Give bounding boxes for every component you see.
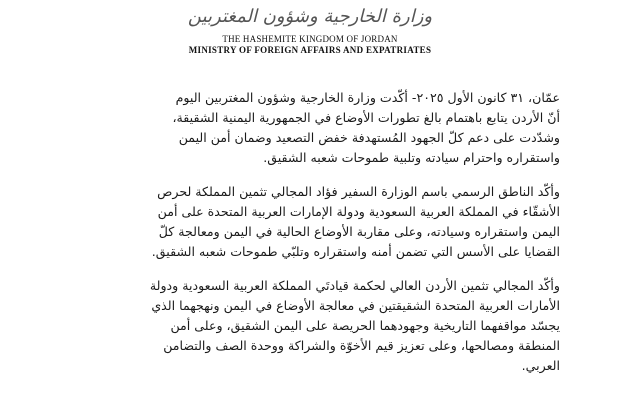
paragraph-3	[60, 276, 560, 376]
paragraph-line: العربي.	[521, 358, 560, 373]
paragraph-line: القضايا على الأسس التي تضمن أمنه واستقراره وتلبّي طموحات شعبه الشقيق.	[151, 244, 560, 259]
letterhead	[0, 0, 620, 60]
statement-body	[60, 88, 560, 390]
paragraph-line: أنّ الأردن يتابع باهتمام بالغ تطورات الأوضاع في الجمهورية اليمنية الشقيقة،	[172, 110, 560, 125]
paragraph-line: الأمارات العربية المتحدة الشقيقتين في معالجة الأوضاع في اليمن ونهجهما الذي	[151, 298, 560, 313]
paragraph-line: عمّان، ٣١ كانون الأول ٢٠٢٥- أكّدت وزارة الخارجية وشؤون المغتربين اليوم	[175, 90, 560, 105]
paragraph-line: واستقراره واحترام سيادته وتلبية طموحات شعبه الشقيق.	[263, 150, 560, 165]
kingdom-name: THE HASHEMITE KINGDOM OF JORDAN	[222, 34, 398, 44]
paragraph-line: وأكّد الناطق الرسمي باسم الوزارة السفير فؤاد المجالي تثمين المملكة لحرص	[157, 184, 560, 199]
paragraph-line: وشدّدت على دعم كلّ الجهود المُستهدفة خفض التصعيد وضمان أمن اليمن	[178, 130, 560, 145]
paragraph-line: اليمن واستقراره وسيادته، وعلى مقاربة الأوضاع الحالية في اليمن ومعالجة كلّ	[158, 224, 560, 239]
paragraph-line: الأشقّاء في المملكة العربية السعودية ودولة الإمارات العربية المتحدة على أمن	[157, 204, 560, 219]
logo-calligraphy-text: وزارة الخارجية وشؤون المغتربين	[187, 6, 433, 27]
ministry-calligraphy-logo	[185, 0, 435, 28]
paragraph-line: يجسّد مواقفهما التاريخية وجهودهما الحريصة على اليمن الشقيق، وعلى أمن	[170, 318, 560, 333]
paragraph-2	[60, 182, 560, 262]
paragraph-1	[60, 88, 560, 168]
ministry-name: MINISTRY OF FOREIGN AFFAIRS AND EXPATRIATES	[188, 45, 432, 55]
paragraph-line: المنطقة ومصالحها، وعلى تعزيز قيم الأخوّة والشراكة ووحدة الصف والتضامن	[163, 338, 560, 353]
paragraph-line: وأكّد المجالي تثمين الأردن العالي لحكمة قيادتَي المملكة العربية السعودية ودولة	[149, 278, 560, 293]
